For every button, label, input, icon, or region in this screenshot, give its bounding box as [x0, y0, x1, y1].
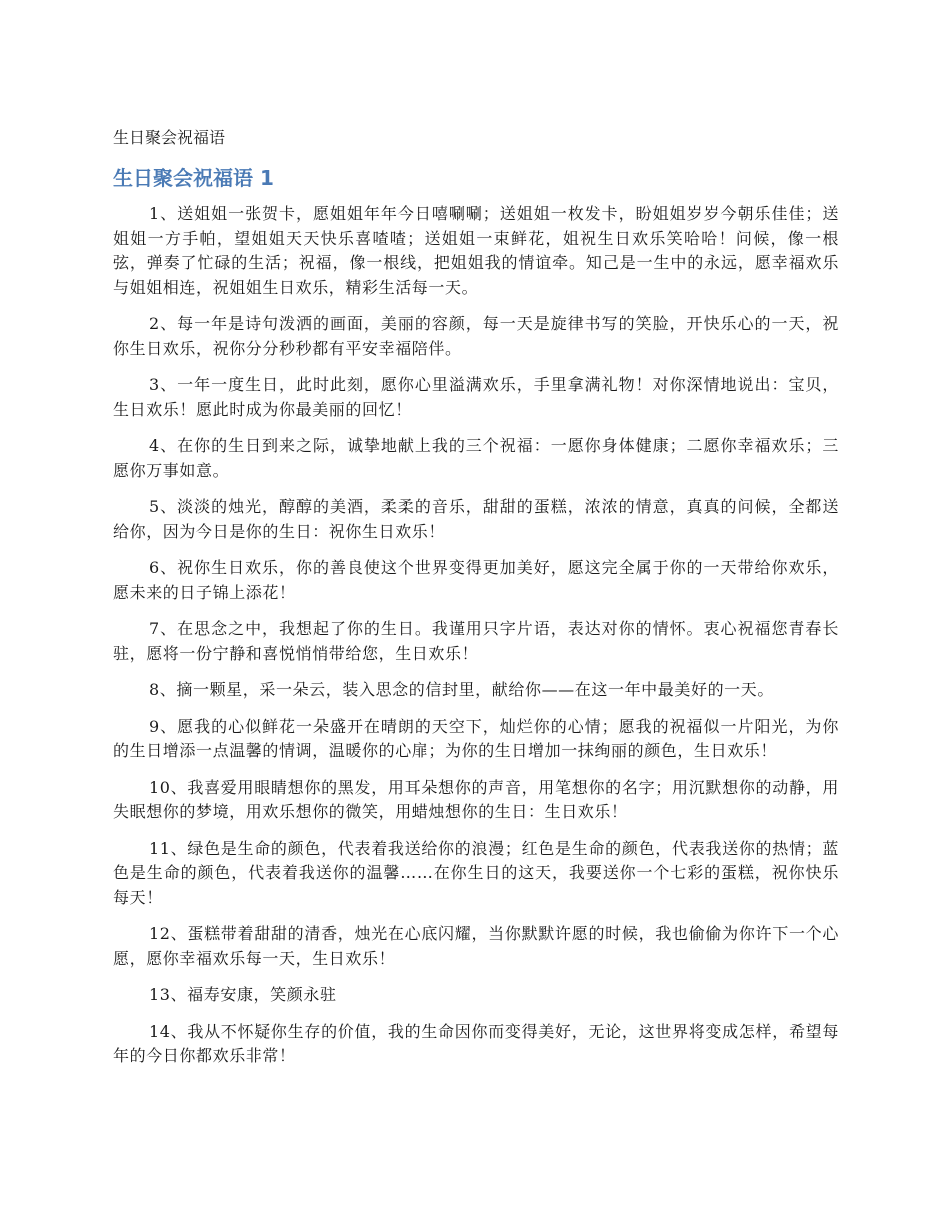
blessing-paragraph-10: 10、我喜爱用眼睛想你的黑发，用耳朵想你的声音，用笔想你的名字；用沉默想你的动静，用失眠想你的梦境，用欢乐想你的微笑，用蜡烛想你的生日：生日欢乐！	[113, 777, 839, 821]
document-title: 生日聚会祝福语	[113, 128, 226, 147]
blessing-paragraph-4: 4、在你的生日到来之际，诚挚地献上我的三个祝福：一愿你身体健康；二愿你幸福欢乐；三愿你万事如意。	[113, 436, 839, 480]
blessing-paragraph-12: 12、蛋糕带着甜甜的清香，烛光在心底闪耀，当你默默许愿的时候，我也偷偷为你许下一个心愿，愿你幸福欢乐每一天，生日欢乐！	[113, 924, 839, 968]
blessing-paragraph-6: 6、祝你生日欢乐，你的善良使这个世界变得更加美好，愿这完全属于你的一天带给你欢乐，愿未来的日子锦上添花！	[113, 558, 839, 602]
blessing-paragraph-13: 13、福寿安康，笑颜永驻	[149, 985, 337, 1004]
blessing-paragraph-3: 3、一年一度生日，此时此刻，愿你心里溢满欢乐，手里拿满礼物！对你深情地说出：宝贝，生日欢乐！愿此时成为你最美丽的回忆！	[113, 375, 839, 419]
blessing-paragraph-5: 5、淡淡的烛光，醇醇的美酒，柔柔的音乐，甜甜的蛋糕，浓浓的情意，真真的问候，全都送给你，因为今日是你的生日：祝你生日欢乐！	[113, 497, 839, 541]
blessing-paragraph-14: 14、我从不怀疑你生存的价值，我的生命因你而变得美好，无论，这世界将变成怎样，希望每年的今日你都欢乐非常！	[113, 1021, 839, 1065]
section-heading: 生日聚会祝福语 1	[113, 166, 274, 190]
blessing-paragraph-8: 8、摘一颗星，采一朵云，装入思念的信封里，献给你——在这一年中最美好的一天。	[149, 680, 774, 699]
document-body	[113, 202, 839, 1081]
blessing-paragraph-1: 1、送姐姐一张贺卡，愿姐姐年年今日嘻唰唰；送姐姐一枚发卡，盼姐姐岁岁今朝乐佳佳；送姐姐一方手帕，望姐姐天天快乐喜喳喳；送姐姐一束鲜花，姐祝生日欢乐笑哈哈！问候，像一根弦，弹奏了忙碌的生活；祝福，像一根线，把姐姐我的情谊牵。知己是一生中的永远，愿幸福欢乐与姐姐相连，祝姐姐生日欢乐，精彩生活每一天。	[113, 204, 839, 297]
blessing-paragraph-2: 2、每一年是诗句泼洒的画面，美丽的容颜，每一天是旋律书写的笑脸，开快乐心的一天，祝你生日欢乐，祝你分分秒秒都有平安幸福陪伴。	[113, 314, 839, 358]
blessing-paragraph-11: 11、绿色是生命的颜色，代表着我送给你的浪漫；红色是生命的颜色，代表我送你的热情；蓝色是生命的颜色，代表着我送你的温馨……在你生日的这天，我要送你一个七彩的蛋糕，祝你快乐每天！	[113, 838, 839, 907]
blessing-paragraph-9: 9、愿我的心似鲜花一朵盛开在晴朗的天空下，灿烂你的心情；愿我的祝福似一片阳光，为你的生日增添一点温馨的情调，温暖你的心扉；为你的生日增加一抹绚丽的颜色，生日欢乐！	[113, 716, 839, 760]
blessing-paragraph-7: 7、在思念之中，我想起了你的生日。我谨用只字片语，表达对你的情怀。衷心祝福您青春长驻，愿将一份宁静和喜悦悄悄带给您，生日欢乐！	[113, 619, 839, 663]
